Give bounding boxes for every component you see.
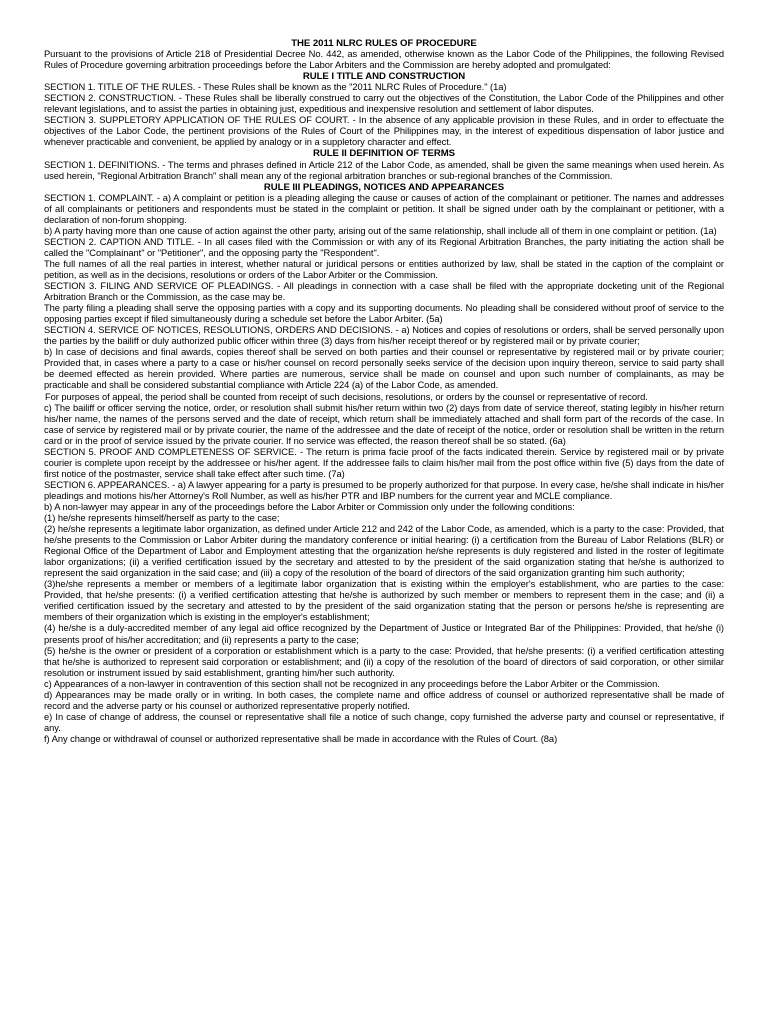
rule-3-section-2: SECTION 2. CAPTION AND TITLE. - In all cases filed with the Commission or with any of its Regional Arbitration Branches, the party initiating the action shall be called the "Complainant" or "Petitioner", and the opposing party the "Respondent". bbox=[44, 236, 724, 258]
document-page bbox=[44, 38, 724, 745]
rule-2-section-1: SECTION 1. DEFINITIONS. - The terms and phrases defined in Article 212 of the Labor Code, as amended, shall be given the same meanings when used herein. As used herein, "Regional Arbitration Branch" shall mean any of the regional arbitration branches or sub-regional branches of the Commission. bbox=[44, 159, 724, 181]
rule-3-section-6-f: f) Any change or withdrawal of counsel or authorized representative shall be made in accordance with the Rules of Court. (8a) bbox=[44, 733, 558, 744]
rule-3-section-3: SECTION 3. FILING AND SERVICE OF PLEADINGS. - All pleadings in connection with a case shall be filed with the appropriate docketing unit of the Regional Arbitration Branch or the Commission, as the case may be. bbox=[44, 281, 724, 303]
rule-3-heading: RULE III PLEADINGS, NOTICES AND APPEARANCES bbox=[263, 181, 505, 193]
rule-1-section-2: SECTION 2. CONSTRUCTION. - These Rules shall be liberally construed to carry out the objectives of the Constitution, the Labor Code of the Philippines and other relevant legislations, and to assist the parties in obtaining just, expeditious and inexpensive resolution and settlement of labor disputes. bbox=[44, 93, 724, 115]
condition-2: (2) he/she represents a legitimate labor organization, as defined under Article 212 and 242 of the Labor Code, as amended, which is a party to the case: Provided, that he/she presents to the Commission or Labor Arbiter during the mandatory conference or initial hearing: (i) a certification from the Bureau of Labor Relations (BLR) or Regional Office of the Department of Labor and Employment attesting that the organization he/she represents is duly registered and listed in the roster of legitimate labor organizations; (ii) a verified certification issued by the secretary and attested to by the president of the said organization stating that he/she is authorized to represent the said organization in the said case; and (iii) a copy of the resolution of the board of directors of the said organization granting him such authority; bbox=[44, 524, 724, 579]
rule-2-heading: RULE II DEFINITION OF TERMS bbox=[312, 148, 456, 160]
condition-5: (5) he/she is the owner or president of a corporation or establishment which is a party to the case: Provided, that he/she presents: (i) a verified certification attesting that he/she is authorized to represent said corporation or establishment; and (ii) a copy of the resolution of the board of directors of said corporation, or other similar resolution or instrument issued by said establishment, granting him/her such authority. bbox=[44, 645, 724, 678]
rule-3-section-6-c: c) Appearances of a non-lawyer in contravention of this section shall not be recognized in any proceedings before the Labor Arbiter or the Commission. bbox=[44, 678, 660, 689]
rule-3-section-4-c: c) The bailiff or officer serving the notice, order, or resolution shall submit his/her return within two (2) days from date of service thereof, stating legibly in his/her return his/her name, the names of the persons served and the date of receipt, which return shall be immediately attached and shall form part of the records of the case. In case of service by registered mail or by private courier, the name of the addressee and the date of receipt of the notice, order or resolution shall be written in the return card or in the proof of service issued by the private courier. If no service was effected, the reason thereof shall be so stated. (6a) bbox=[44, 402, 724, 446]
condition-3: (3)he/she represents a member or members of a legitimate labor organization that is existing within the employer's establishment, who are parties to the case: Provided, that he/she presents: (i) a verified certification attesting that he/she is authorized by such member or members to represent them in the case; and (ii) a verified certification issued by the secretary and attested to by the president of the said organization stating that the person or persons he/she is representing are members of their organization which is existing in the employer's establishment; bbox=[44, 579, 724, 623]
rule-3-section-4-appeal-paragraph: For purposes of appeal, the period shall be counted from receipt of such decisions, resolutions, or orders by the counsel or representative of record. bbox=[45, 391, 648, 402]
rule-3-section-6-a: SECTION 6. APPEARANCES. - a) A lawyer appearing for a party is presumed to be properly authorized for that purpose. In every case, he/she shall indicate in his/her pleadings and motions his/her Attorney's Roll Number, as well as his/her PTR and IBP numbers for the current year and MCLE compliance. bbox=[44, 479, 724, 501]
rule-3-section-5: SECTION 5. PROOF AND COMPLETENESS OF SERVICE. - The return is prima facie proof of the facts indicated therein. Service by registered mail or by private courier is complete upon receipt by the addressee or his/her agent. If the addressee fails to claim his/her mail from the post office within five (5) days from the date of first notice of the postmaster, service shall take effect after such time. (7a) bbox=[44, 446, 724, 479]
document-title: THE 2011 NLRC RULES OF PROCEDURE bbox=[291, 38, 477, 49]
rule-3-section-3-paragraph: The party filing a pleading shall serve the opposing parties with a copy and its supporting documents. No pleading shall be considered without proof of service to the opposing parties except if filed simultaneously during a schedule set before the Labor Arbiter. (5a) bbox=[44, 303, 724, 325]
rule-1-section-3: SECTION 3. SUPPLETORY APPLICATION OF THE RULES OF COURT. - In the absence of any applicable provision in these Rules, and in order to effectuate the objectives of the Labor Code, the pertinent provisions of the Rules of Court of the Philippines may, in the interest of expeditious dispensation of labor justice and whenever practicable and convenient, be applied by analogy or in a suppletory character and effect. bbox=[44, 115, 724, 148]
rule-3-section-6-b: b) A non-lawyer may appear in any of the proceedings before the Labor Arbiter or Commission only under the following conditions: bbox=[44, 501, 575, 512]
rule-3-section-2-paragraph: The full names of all the real parties in interest, whether natural or juridical persons or entities authorized by law, shall be stated in the caption of the complaint or petition, as well as in the decisions, resolutions or orders of the Labor Arbiter or the Commission. bbox=[44, 258, 724, 280]
rule-3-section-4-b: b) In case of decisions and final awards, copies thereof shall be served on both parties and their counsel or representative by registered mail or by private courier; Provided that, in cases where a party to a case or his/her counsel on record personally seeks service of the decision upon inquiry thereon, service to said party shall be deemed effected as herein provided. Where parties are numerous, service shall be made on counsel and upon such number of complainants, as may be practicable and shall be considered substantial compliance with Article 224 (a) of the Labor Code, as amended. bbox=[44, 347, 724, 391]
rule-1-section-1: SECTION 1. TITLE OF THE RULES. - These Rules shall be known as the "2011 NLRC Rules of Procedure." (1a) bbox=[44, 82, 507, 93]
rule-3-section-6-e: e) In case of change of address, the counsel or representative shall file a notice of such change, copy furnished the adverse party and counsel or representative, if any. bbox=[44, 711, 724, 733]
preamble-paragraph: Pursuant to the provisions of Article 218 of Presidential Decree No. 442, as amended, otherwise known as the Labor Code of the Philippines, the following Revised Rules of Procedure governing arbitration proceedings before the Labor Arbiters and the Commission are hereby adopted and promulgated: bbox=[44, 49, 724, 71]
rule-3-section-4-a: SECTION 4. SERVICE OF NOTICES, RESOLUTIONS, ORDERS AND DECISIONS. - a) Notices and copies of resolutions or orders, shall be served personally upon the parties by the bailiff or duly authorized public officer within three (3) days from his/her receipt thereof or by registered mail or by private courier; bbox=[44, 325, 724, 347]
condition-1: (1) he/she represents himself/herself as party to the case; bbox=[44, 513, 280, 524]
rule-1-heading: RULE I TITLE AND CONSTRUCTION bbox=[302, 71, 466, 83]
rule-3-section-1-a: SECTION 1. COMPLAINT. - a) A complaint or petition is a pleading alleging the cause or causes of action of the complainant or petitioner. The names and addresses of all complainants or petitioners and respondents must be stated in the complaint or petition. It shall be signed under oath by the complainant or petitioner, with a declaration of non-forum shopping. bbox=[44, 192, 724, 225]
rule-3-section-6-d: d) Appearances may be made orally or in writing. In both cases, the complete name and office address of counsel or authorized representative shall be made of record and the adverse party or his counsel or authorized representative properly notified. bbox=[44, 689, 724, 711]
rule-3-section-1-b: b) A party having more than one cause of action against the other party, arising out of the same relationship, shall include all of them in one complaint or petition. (1a) bbox=[44, 225, 717, 236]
condition-4: (4) he/she is a duly-accredited member of any legal aid office recognized by the Department of Justice or Integrated Bar of the Philippines: Provided, that he/she (i) presents proof of his/her accreditation; and (ii) represents a party to the case; bbox=[44, 623, 724, 645]
